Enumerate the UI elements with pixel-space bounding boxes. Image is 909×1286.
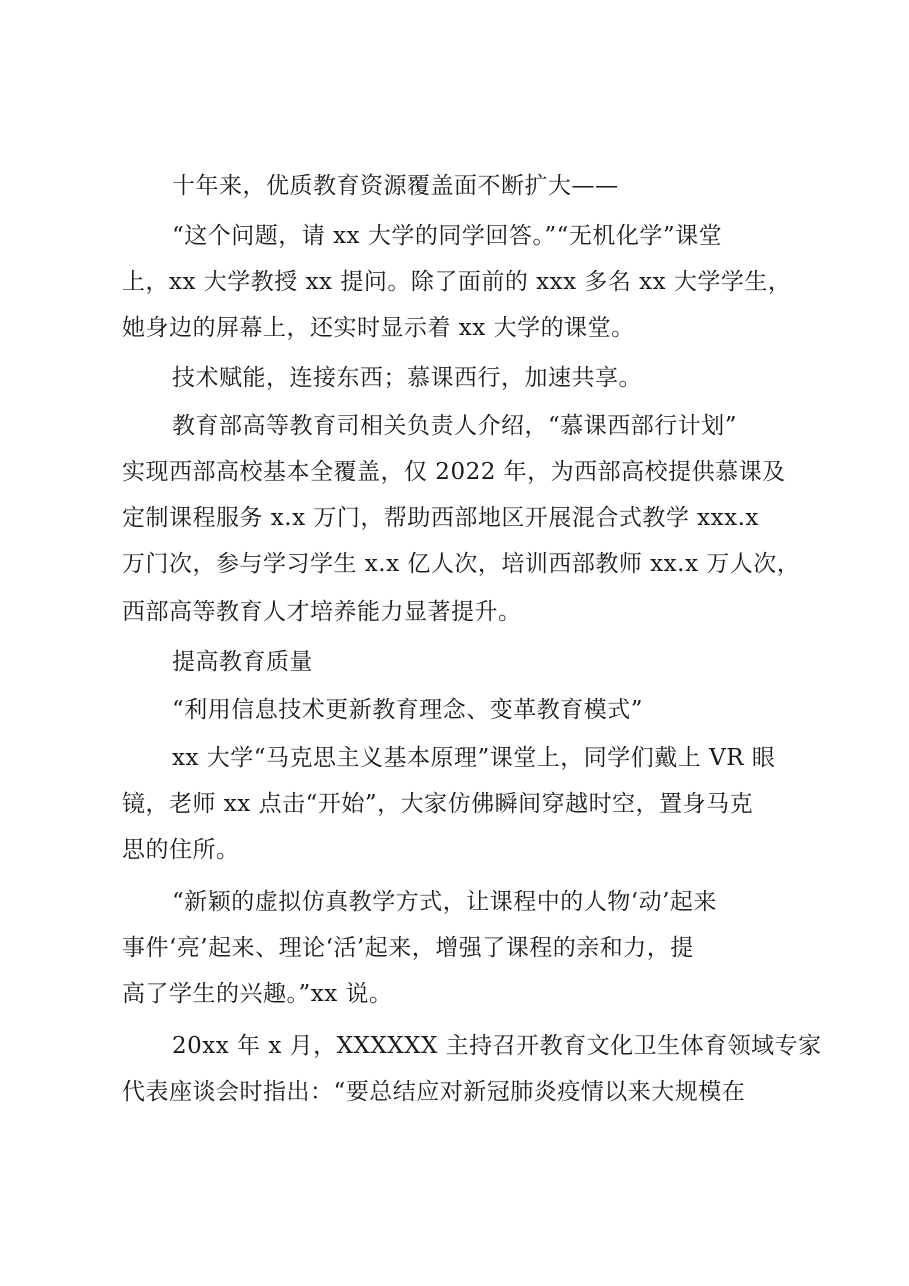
paragraph-line: 代表座谈会时指出：“要总结应对新冠肺炎疫情以来大规模在 bbox=[122, 1079, 746, 1105]
paragraph-line: 20xx 年 x 月，XXXXXX 主持召开教育文化卫生体育领域专家 bbox=[172, 1033, 822, 1059]
paragraph-line: “新颖的虚拟仿真教学方式，让课程中的人物‘动’起来 bbox=[172, 889, 717, 915]
paragraph-line: 高了学生的兴趣。”xx 说。 bbox=[122, 981, 393, 1007]
paragraph-line: 十年来，优质教育资源覆盖面不断扩大—— bbox=[172, 173, 619, 199]
paragraph-line: 西部高等教育人才培养能力显著提升。 bbox=[122, 599, 522, 625]
section-subheading: “利用信息技术更新教育理念、变革教育模式” bbox=[172, 697, 644, 723]
paragraph-line: 她身边的屏幕上，还实时显示着 xx 大学的课堂。 bbox=[122, 315, 635, 341]
paragraph-line: 事件‘亮’起来、理论‘活’起来，增强了课程的亲和力，提 bbox=[122, 935, 694, 961]
paragraph-line: 上，xx 大学教授 xx 提问。除了面前的 xxx 多名 xx 大学学生， bbox=[122, 269, 792, 295]
paragraph-line: 思的住所。 bbox=[122, 837, 240, 863]
paragraph-line: “这个问题，请 xx 大学的同学回答。”“无机化学”课堂 bbox=[172, 223, 723, 249]
paragraph-line: 定制课程服务 x.x 万门，帮助西部地区开展混合式教学 xxx.x bbox=[122, 505, 759, 531]
paragraph-line: 万门次，参与学习学生 x.x 亿人次，培训西部教师 xx.x 万人次， bbox=[122, 551, 801, 577]
paragraph-line: 镜，老师 xx 点击“开始”，大家仿佛瞬间穿越时空，置身马克 bbox=[122, 791, 754, 817]
paragraph-line: 实现西部高校基本全覆盖，仅 2022 年，为西部高校提供慕课及 bbox=[122, 459, 786, 485]
paragraph-line: 技术赋能，连接东西；慕课西行，加速共享。 bbox=[172, 365, 642, 391]
paragraph-line: xx 大学“马克思主义基本原理”课堂上，同学们戴上 VR 眼 bbox=[172, 745, 776, 771]
section-heading: 提高教育质量 bbox=[172, 649, 313, 675]
paragraph-line: 教育部高等教育司相关负责人介绍，“慕课西部行计划” bbox=[172, 413, 738, 439]
